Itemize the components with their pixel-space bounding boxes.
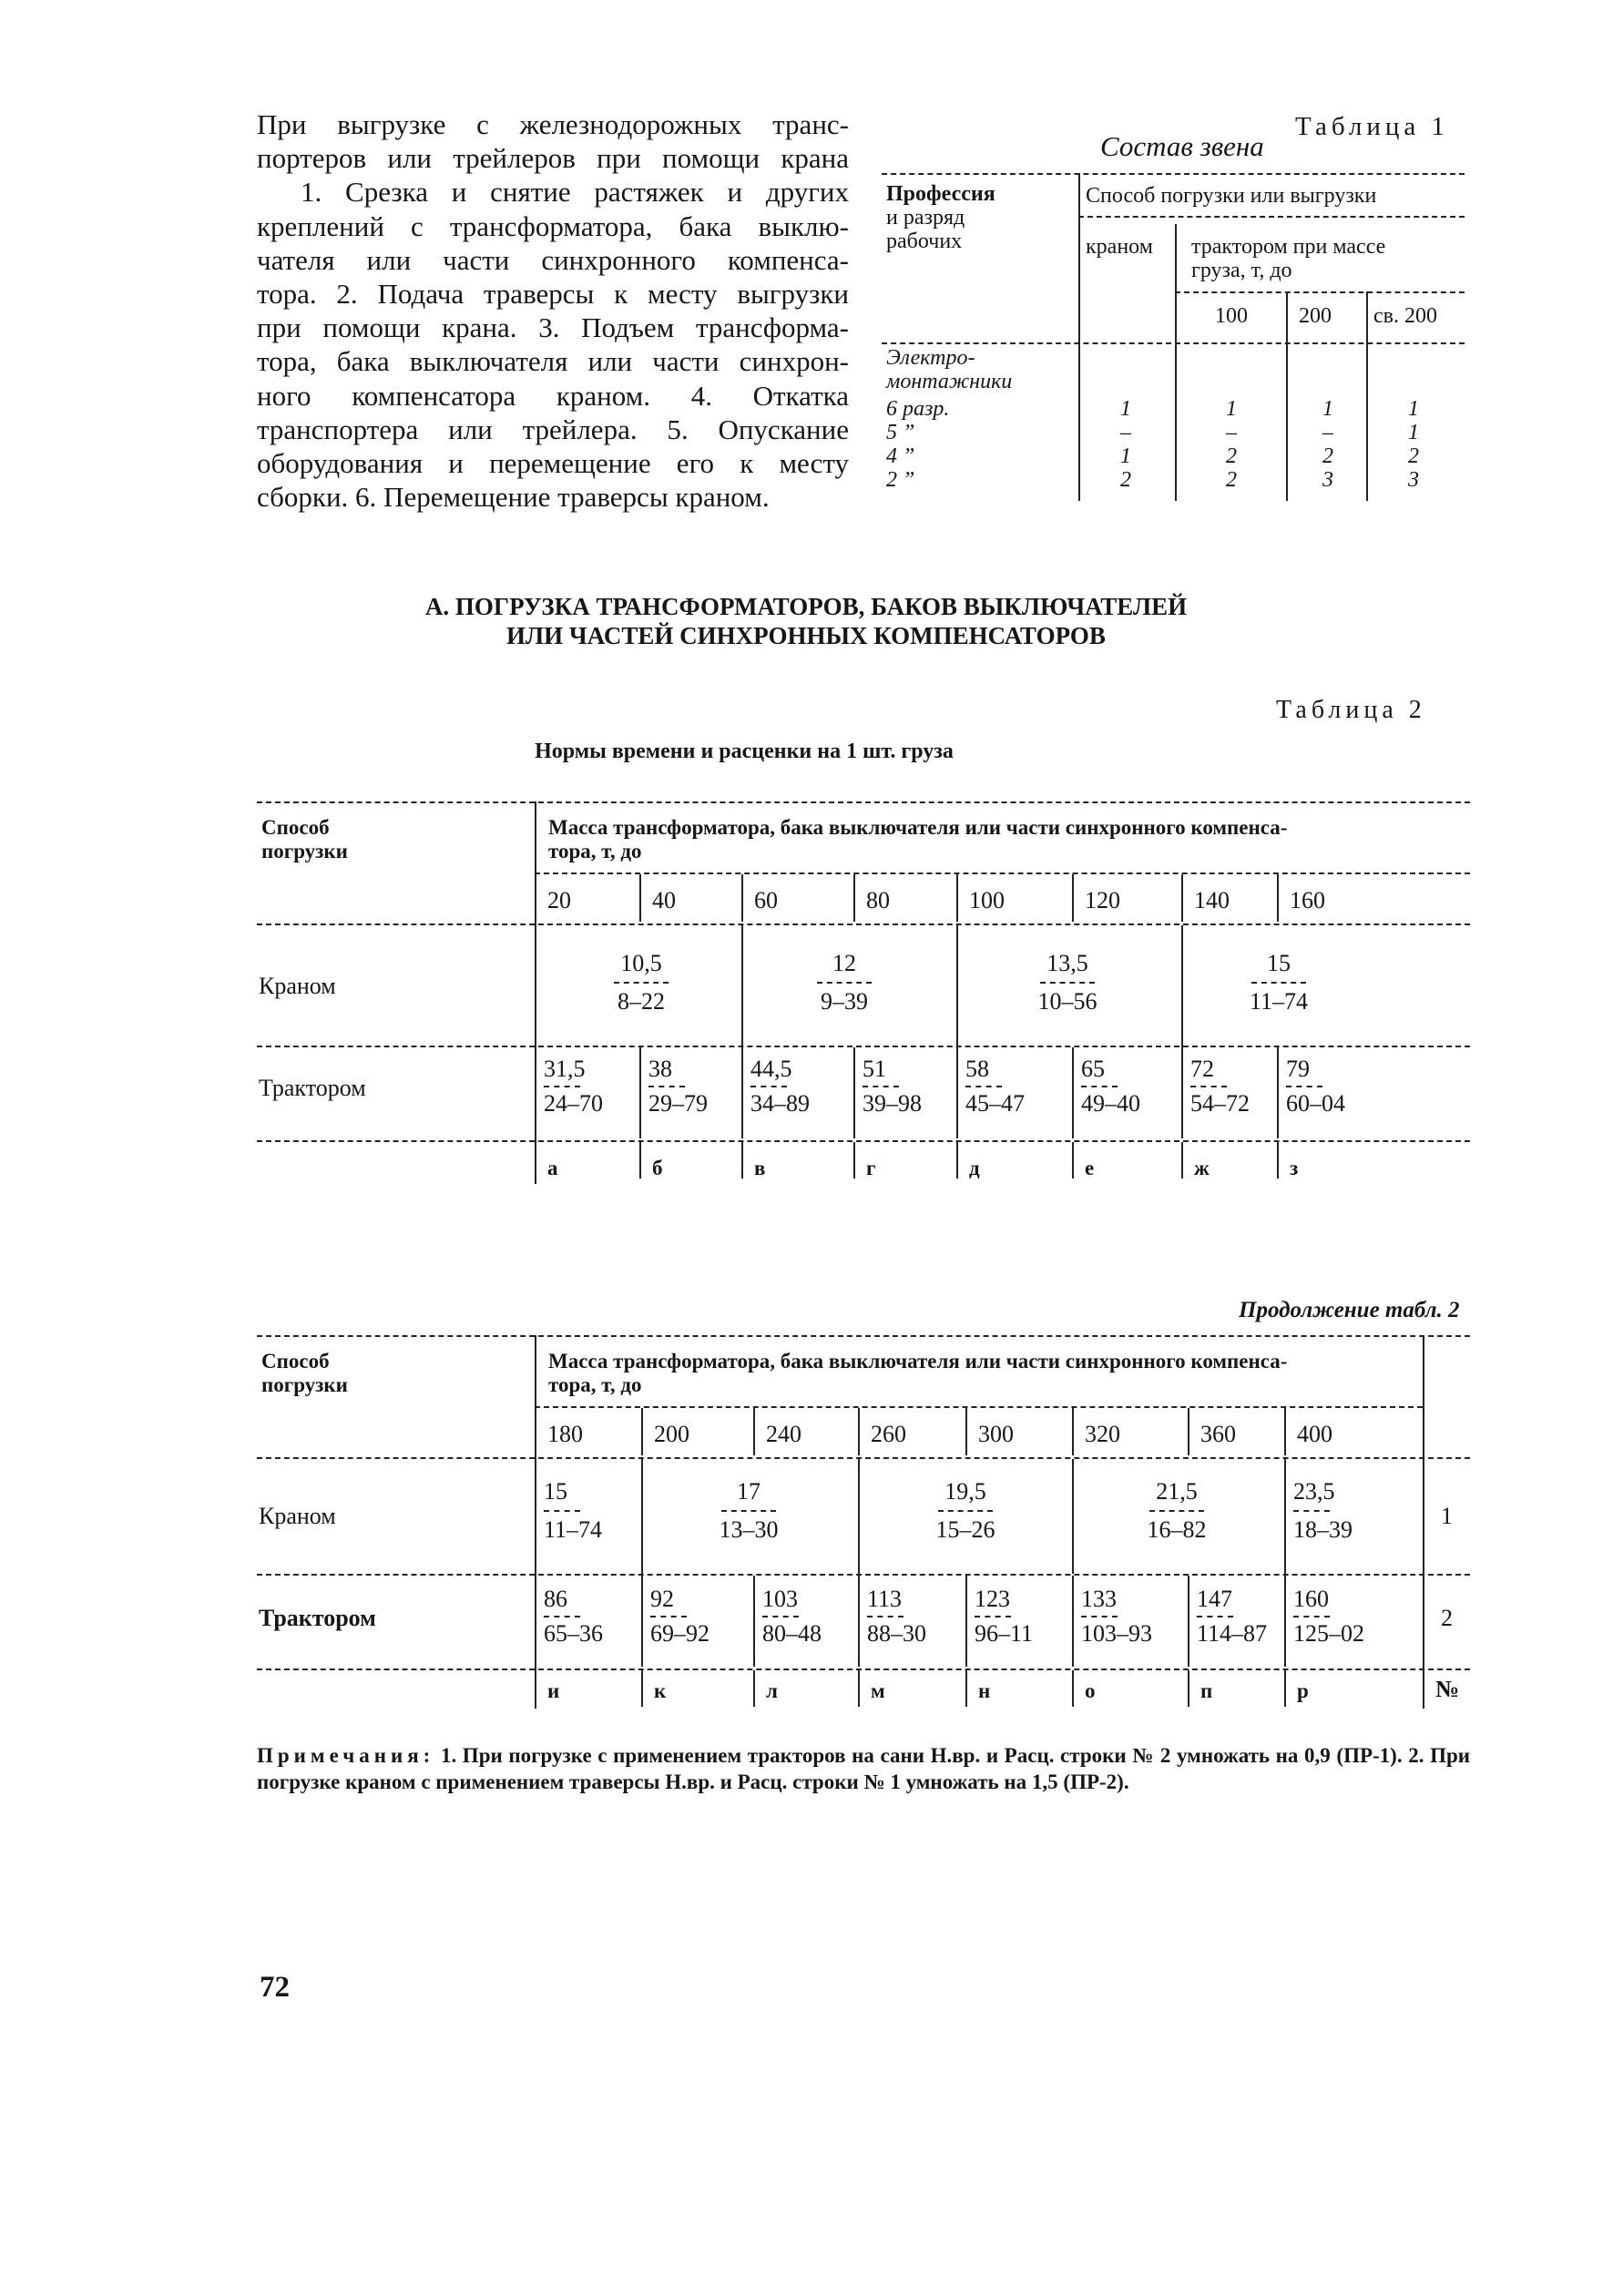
tractor-norm-rate	[1081, 1058, 1179, 1115]
mass-value: 300	[978, 1421, 1014, 1447]
table-vline	[1366, 291, 1368, 501]
table1-cell: –	[1120, 421, 1131, 444]
column-letter: в	[754, 1157, 766, 1179]
crane-norm: 21,5	[1156, 1478, 1198, 1505]
crane-rate: 13–30	[719, 1516, 779, 1543]
column-letter: к	[654, 1679, 667, 1702]
notes-text: 1. При погрузке с применением тракторов на сани Н.вр. и Расц. строки № 2 умножать на 0,9 (ПР-1). 2. При погрузке краном с применением траверсы Н.вр. и Расц. строки № 1 умножать на 1,5 (ПР-2).	[257, 1744, 1470, 1793]
table-rule	[257, 1457, 1470, 1459]
notes	[257, 1742, 1470, 1795]
column-letter: ж	[1194, 1157, 1210, 1179]
tractor-rate: 49–40	[1081, 1090, 1140, 1117]
table1-head-profession: рабочих	[886, 230, 963, 253]
mass-header: тора, т, до	[548, 840, 642, 862]
row-label-crane: Краном	[259, 1503, 336, 1529]
tractor-norm: 65	[1081, 1056, 1105, 1082]
crane-norm-rate	[544, 1478, 644, 1543]
mass-value: 360	[1200, 1421, 1236, 1447]
tractor-norm: 123	[975, 1586, 1010, 1612]
table1-cell: 1	[1120, 444, 1131, 468]
tractor-norm: 113	[867, 1586, 903, 1612]
table-vline	[1078, 173, 1080, 501]
intro-line: портеров или трейлеров при помощи крана	[257, 142, 849, 175]
tractor-rate: 24–70	[544, 1090, 603, 1117]
table-vline	[1181, 1047, 1183, 1138]
table-vline	[965, 1576, 967, 1667]
column-letter: а	[547, 1157, 558, 1179]
table-vline	[1284, 1576, 1286, 1667]
table-vline	[858, 1459, 860, 1574]
crane-rate: 9–39	[821, 988, 868, 1015]
tractor-norm: 103	[762, 1586, 798, 1612]
mass-value: 120	[1085, 887, 1120, 913]
table-vline	[641, 1408, 643, 1455]
table-vline	[1284, 1408, 1286, 1455]
table1-grade: 5 ”	[886, 421, 915, 444]
fraction-bar	[1149, 1510, 1204, 1512]
page-number: 72	[260, 1971, 290, 2004]
table-vline	[1423, 1335, 1424, 1709]
table-vline	[1284, 1670, 1286, 1707]
table1-cell: 2	[1226, 468, 1237, 492]
table-rule	[1078, 216, 1465, 218]
crane-rate: 10–56	[1037, 988, 1097, 1015]
table-vline	[741, 925, 743, 1047]
tractor-rate: 39–98	[863, 1090, 922, 1117]
table1-head-profession: и разряд	[886, 206, 965, 230]
table-vline	[639, 1047, 641, 1138]
intro-line: 1. Срезка и снятие растяжек и других	[301, 176, 849, 209]
table-vline	[753, 1670, 755, 1707]
mass-header: Масса трансформатора, бака выключателя или части синхронного компенса-	[548, 816, 1288, 839]
intro-paragraph	[257, 107, 849, 514]
column-letter: г	[866, 1157, 876, 1179]
crane-norm: 15	[1267, 950, 1291, 976]
table1-grade: 4 ”	[886, 444, 915, 468]
table1-head-crane: краном	[1086, 235, 1153, 259]
table1-cell: 1	[1120, 397, 1131, 421]
crane-norm: 17	[737, 1478, 761, 1505]
mass-value: 40	[652, 887, 676, 913]
table-vline	[956, 925, 958, 1047]
table1-cell: 3	[1322, 468, 1333, 492]
mass-value: 20	[547, 887, 571, 913]
tractor-norm: 160	[1293, 1586, 1329, 1612]
tractor-norm-rate	[1286, 1058, 1403, 1115]
table1-cell: 2	[1408, 444, 1419, 468]
intro-line: оборудования и перемещение его к месту	[257, 447, 849, 480]
table-vline	[1072, 874, 1074, 922]
tractor-norm: 38	[648, 1056, 672, 1082]
tractor-norm: 86	[544, 1586, 567, 1612]
table1-profession: монтажники	[886, 370, 1013, 393]
mass-value: 100	[969, 887, 1005, 913]
tractor-norm-rate	[762, 1588, 856, 1645]
intro-line: чателя или части синхронного компенса-	[257, 243, 849, 276]
table1-head-method: Способ погрузки или выгрузки	[1086, 184, 1377, 208]
column-letter: м	[871, 1679, 885, 1702]
section-heading	[273, 592, 1339, 650]
crane-norm: 10,5	[620, 950, 662, 976]
tractor-norm: 147	[1197, 1586, 1232, 1612]
tractor-norm-rate	[648, 1058, 740, 1115]
fraction-bar	[1197, 1616, 1233, 1617]
mass-value: 180	[547, 1421, 583, 1447]
crane-norm-rate	[1293, 1478, 1421, 1543]
table1-head-tractor: трактором при массе	[1191, 235, 1386, 259]
tractor-rate: 88–30	[867, 1620, 926, 1647]
intro-line: При выгрузке с железнодорожных транс-	[257, 108, 849, 140]
fraction-bar	[938, 1510, 993, 1512]
fraction-bar	[1081, 1616, 1118, 1617]
mass-value: 400	[1297, 1421, 1332, 1447]
table1-cell: –	[1226, 421, 1237, 444]
mass-value: 160	[1290, 887, 1325, 913]
fraction-bar	[817, 982, 872, 984]
table-rule	[535, 872, 1470, 874]
table-vline	[741, 1142, 743, 1179]
tractor-norm: 72	[1190, 1056, 1214, 1082]
mass-header: Масса трансформатора, бака выключателя или части синхронного компенса-	[548, 1350, 1288, 1372]
row-label-crane: Краном	[259, 973, 336, 999]
row-number: 2	[1441, 1605, 1453, 1631]
crane-rate: 8–22	[618, 988, 665, 1015]
table-vline	[1277, 874, 1279, 922]
crane-norm: 15	[544, 1478, 567, 1505]
table-vline	[1181, 1142, 1183, 1179]
table1-mass-col: 100	[1215, 304, 1248, 328]
table-vline	[965, 1670, 967, 1707]
tractor-norm: 44,5	[750, 1056, 792, 1082]
mass-value: 200	[654, 1421, 689, 1447]
table1-cell: –	[1322, 421, 1333, 444]
fraction-bar	[1040, 982, 1095, 984]
table1-label: Таблица 1	[1295, 112, 1450, 141]
intro-line: сборки. 6. Перемещение траверсы краном.	[257, 481, 770, 514]
tractor-rate: 54–72	[1190, 1090, 1250, 1117]
tractor-norm-rate	[1293, 1588, 1421, 1645]
column-letter: б	[652, 1157, 663, 1179]
crane-norm: 13,5	[1046, 950, 1088, 976]
table-vline	[753, 1408, 755, 1455]
table2-continuation	[257, 1335, 1470, 1718]
tractor-norm-rate	[975, 1588, 1070, 1645]
table-vline	[641, 1670, 643, 1707]
row-label-tractor: Трактором	[259, 1075, 366, 1101]
column-letter: л	[766, 1679, 778, 1702]
method-header: погрузки	[261, 840, 348, 862]
table-vline	[1072, 1459, 1074, 1574]
table-vline	[1072, 1576, 1074, 1667]
table1	[882, 173, 1465, 501]
column-letter: о	[1085, 1679, 1096, 1702]
section-heading-line: А. ПОГРУЗКА ТРАНСФОРМАТОРОВ, БАКОВ ВЫКЛЮЧАТЕЛЕЙ	[424, 593, 1188, 620]
table1-head-profession: Профессия	[886, 182, 995, 206]
intro-line: ного компенсатора краном. 4. Откатка	[257, 379, 849, 412]
table-rule	[257, 1046, 1470, 1047]
table-rule	[882, 342, 1465, 344]
fraction-bar	[721, 1510, 776, 1512]
mass-value: 140	[1194, 887, 1230, 913]
fraction-bar	[867, 1616, 903, 1617]
tractor-rate: 96–11	[975, 1620, 1034, 1647]
fraction-bar	[648, 1086, 685, 1087]
table-vline	[956, 874, 958, 922]
tractor-rate: 65–36	[544, 1620, 603, 1647]
table2-label: Таблица 2	[1276, 696, 1426, 724]
crane-rate: 11–74	[1249, 988, 1309, 1015]
tractor-rate: 34–89	[750, 1090, 810, 1117]
fraction-bar	[1190, 1086, 1227, 1087]
mass-header: тора, т, до	[548, 1373, 642, 1396]
table1-cell: 1	[1322, 397, 1333, 421]
table-vline	[1284, 1459, 1286, 1574]
table-rule	[257, 1335, 1470, 1337]
crane-norm-rate	[587, 950, 696, 1015]
fraction-bar	[1286, 1086, 1322, 1087]
fraction-bar	[544, 1510, 580, 1512]
table-rule	[257, 1574, 1470, 1576]
crane-norm: 23,5	[1293, 1478, 1335, 1505]
table1-mass-col: св. 200	[1373, 304, 1437, 328]
table1-cell: 2	[1120, 468, 1131, 492]
table-vline	[1072, 1047, 1074, 1138]
intro-line: транспортера или трейлера. 5. Опускание	[257, 413, 849, 445]
fraction-bar	[544, 1086, 580, 1087]
table1-title: Состав звена	[1100, 130, 1264, 162]
notes-label: Примечания:	[257, 1744, 435, 1767]
table-vline	[956, 1142, 958, 1179]
crane-norm-rate	[911, 1478, 1020, 1543]
fraction-bar	[1251, 982, 1306, 984]
tractor-norm-rate	[650, 1588, 751, 1645]
fraction-bar	[614, 982, 669, 984]
fraction-bar	[650, 1616, 687, 1617]
table-vline	[641, 1576, 643, 1667]
table-rule	[535, 1406, 1423, 1408]
table1-cell: 2	[1226, 444, 1237, 468]
table1-cell: 1	[1408, 421, 1419, 444]
table-vline	[741, 874, 743, 922]
table-vline	[1072, 1142, 1074, 1179]
column-letter: з	[1290, 1157, 1299, 1179]
table-vline	[1188, 1576, 1189, 1667]
tractor-norm-rate	[544, 1058, 638, 1115]
tractor-norm: 79	[1286, 1056, 1310, 1082]
table-vline	[639, 874, 641, 922]
table1-profession: Электро-	[886, 346, 975, 370]
table-vline	[1072, 1408, 1074, 1455]
intro-line: тора. 2. Подача траверсы к месту выгрузки	[257, 278, 849, 311]
crane-norm-rate	[1224, 950, 1333, 1015]
method-header: Способ	[261, 1350, 330, 1372]
tractor-rate: 125–02	[1293, 1620, 1364, 1647]
crane-norm: 19,5	[944, 1478, 986, 1505]
tractor-rate: 103–93	[1081, 1620, 1152, 1647]
mass-value: 80	[866, 887, 890, 913]
fraction-bar	[1081, 1086, 1118, 1087]
table1-grade: 6 разр.	[886, 397, 950, 421]
tractor-norm: 31,5	[544, 1056, 586, 1082]
table2-subtitle: Нормы времени и расценки на 1 шт. груза	[535, 740, 954, 763]
table1-cell: 1	[1408, 397, 1419, 421]
column-letter: р	[1297, 1679, 1309, 1702]
tractor-norm-rate	[1197, 1588, 1282, 1645]
crane-norm-rate	[1122, 1478, 1231, 1543]
table-vline	[1181, 874, 1183, 922]
table2	[257, 801, 1470, 1184]
table-vline	[535, 801, 536, 1184]
table-vline	[535, 1335, 536, 1709]
column-letter: н	[978, 1679, 991, 1702]
row-label-tractor: Трактором	[259, 1605, 376, 1631]
tractor-norm: 133	[1081, 1586, 1117, 1612]
fraction-bar	[1293, 1510, 1330, 1512]
method-header: Способ	[261, 816, 330, 839]
tractor-norm-rate	[965, 1058, 1070, 1115]
mass-value: 320	[1085, 1421, 1120, 1447]
tractor-norm: 58	[965, 1056, 989, 1082]
crane-norm-rate	[790, 950, 899, 1015]
tractor-norm-rate	[750, 1058, 852, 1115]
intro-line: креплений с трансформатора, бака выклю-	[257, 209, 849, 242]
tractor-rate: 80–48	[762, 1620, 822, 1647]
tractor-norm-rate	[1190, 1058, 1275, 1115]
table-vline	[858, 1576, 860, 1667]
crane-rate: 15–26	[935, 1516, 995, 1543]
row-number-sign: №	[1435, 1676, 1460, 1702]
tractor-norm-rate	[544, 1588, 639, 1645]
table-vline	[853, 1047, 855, 1138]
intro-line: при помощи крана. 3. Подъем трансформа-	[257, 311, 849, 344]
table1-cell: 3	[1408, 468, 1419, 492]
table-vline	[1188, 1670, 1189, 1707]
crane-norm-rate	[1013, 950, 1122, 1015]
tractor-norm: 51	[863, 1056, 886, 1082]
table-vline	[1181, 925, 1183, 1047]
table-rule	[1175, 291, 1465, 293]
table-vline	[853, 874, 855, 922]
table-vline	[639, 1142, 641, 1179]
table1-cell: 1	[1226, 397, 1237, 421]
fraction-bar	[762, 1616, 799, 1617]
table-vline	[956, 1047, 958, 1138]
fraction-bar	[1293, 1616, 1330, 1617]
tractor-norm-rate	[1081, 1588, 1186, 1645]
table-vline	[1277, 1047, 1279, 1138]
mass-value: 260	[871, 1421, 906, 1447]
fraction-bar	[863, 1086, 899, 1087]
table-vline	[1277, 1142, 1279, 1179]
column-letter: и	[547, 1679, 560, 1702]
tractor-rate: 29–79	[648, 1090, 708, 1117]
intro-line: тора, бака выключателя или части синхрон-	[257, 345, 849, 378]
mass-value: 60	[754, 887, 778, 913]
crane-rate: 11–74	[544, 1516, 603, 1543]
table-vline	[1072, 1670, 1074, 1707]
column-letter: е	[1085, 1157, 1095, 1179]
table-vline	[1188, 1408, 1189, 1455]
crane-norm-rate	[694, 1478, 803, 1543]
table-vline	[741, 1047, 743, 1138]
table-vline	[1286, 291, 1288, 501]
method-header: погрузки	[261, 1373, 348, 1396]
table1-mass-col: 200	[1299, 304, 1332, 328]
table-vline	[1175, 224, 1177, 501]
table-vline	[965, 1408, 967, 1455]
table-rule	[257, 1668, 1470, 1670]
tractor-rate: 114–87	[1197, 1620, 1268, 1647]
table-rule	[257, 1140, 1470, 1142]
tractor-rate: 45–47	[965, 1090, 1025, 1117]
fraction-bar	[975, 1616, 1011, 1617]
table1-cell: 2	[1322, 444, 1333, 468]
table-vline	[853, 1142, 855, 1179]
table-rule	[882, 173, 1465, 175]
table1-grade: 2 ”	[886, 468, 915, 492]
tractor-rate: 60–04	[1286, 1090, 1345, 1117]
row-number: 1	[1441, 1503, 1453, 1529]
table2-continuation-label: Продолжение табл. 2	[1239, 1298, 1460, 1322]
table-rule	[257, 801, 1470, 803]
fraction-bar	[544, 1616, 580, 1617]
crane-rate: 18–39	[1293, 1516, 1353, 1543]
crane-rate: 16–82	[1147, 1516, 1207, 1543]
table1-head-tractor: груза, т, до	[1191, 259, 1292, 282]
fraction-bar	[965, 1086, 1002, 1087]
table-vline	[858, 1670, 860, 1707]
fraction-bar	[750, 1086, 787, 1087]
column-letter: п	[1200, 1679, 1213, 1702]
tractor-norm: 92	[650, 1586, 674, 1612]
table-vline	[753, 1576, 755, 1667]
section-heading-line: ИЛИ ЧАСТЕЙ СИНХРОННЫХ КОМПЕНСАТОРОВ	[506, 622, 1106, 649]
table-rule	[257, 924, 1470, 925]
crane-norm: 12	[832, 950, 856, 976]
table-vline	[858, 1408, 860, 1455]
mass-value: 240	[766, 1421, 801, 1447]
column-letter: д	[969, 1157, 980, 1179]
tractor-norm-rate	[863, 1058, 955, 1115]
tractor-rate: 69–92	[650, 1620, 710, 1647]
tractor-norm-rate	[867, 1588, 964, 1645]
